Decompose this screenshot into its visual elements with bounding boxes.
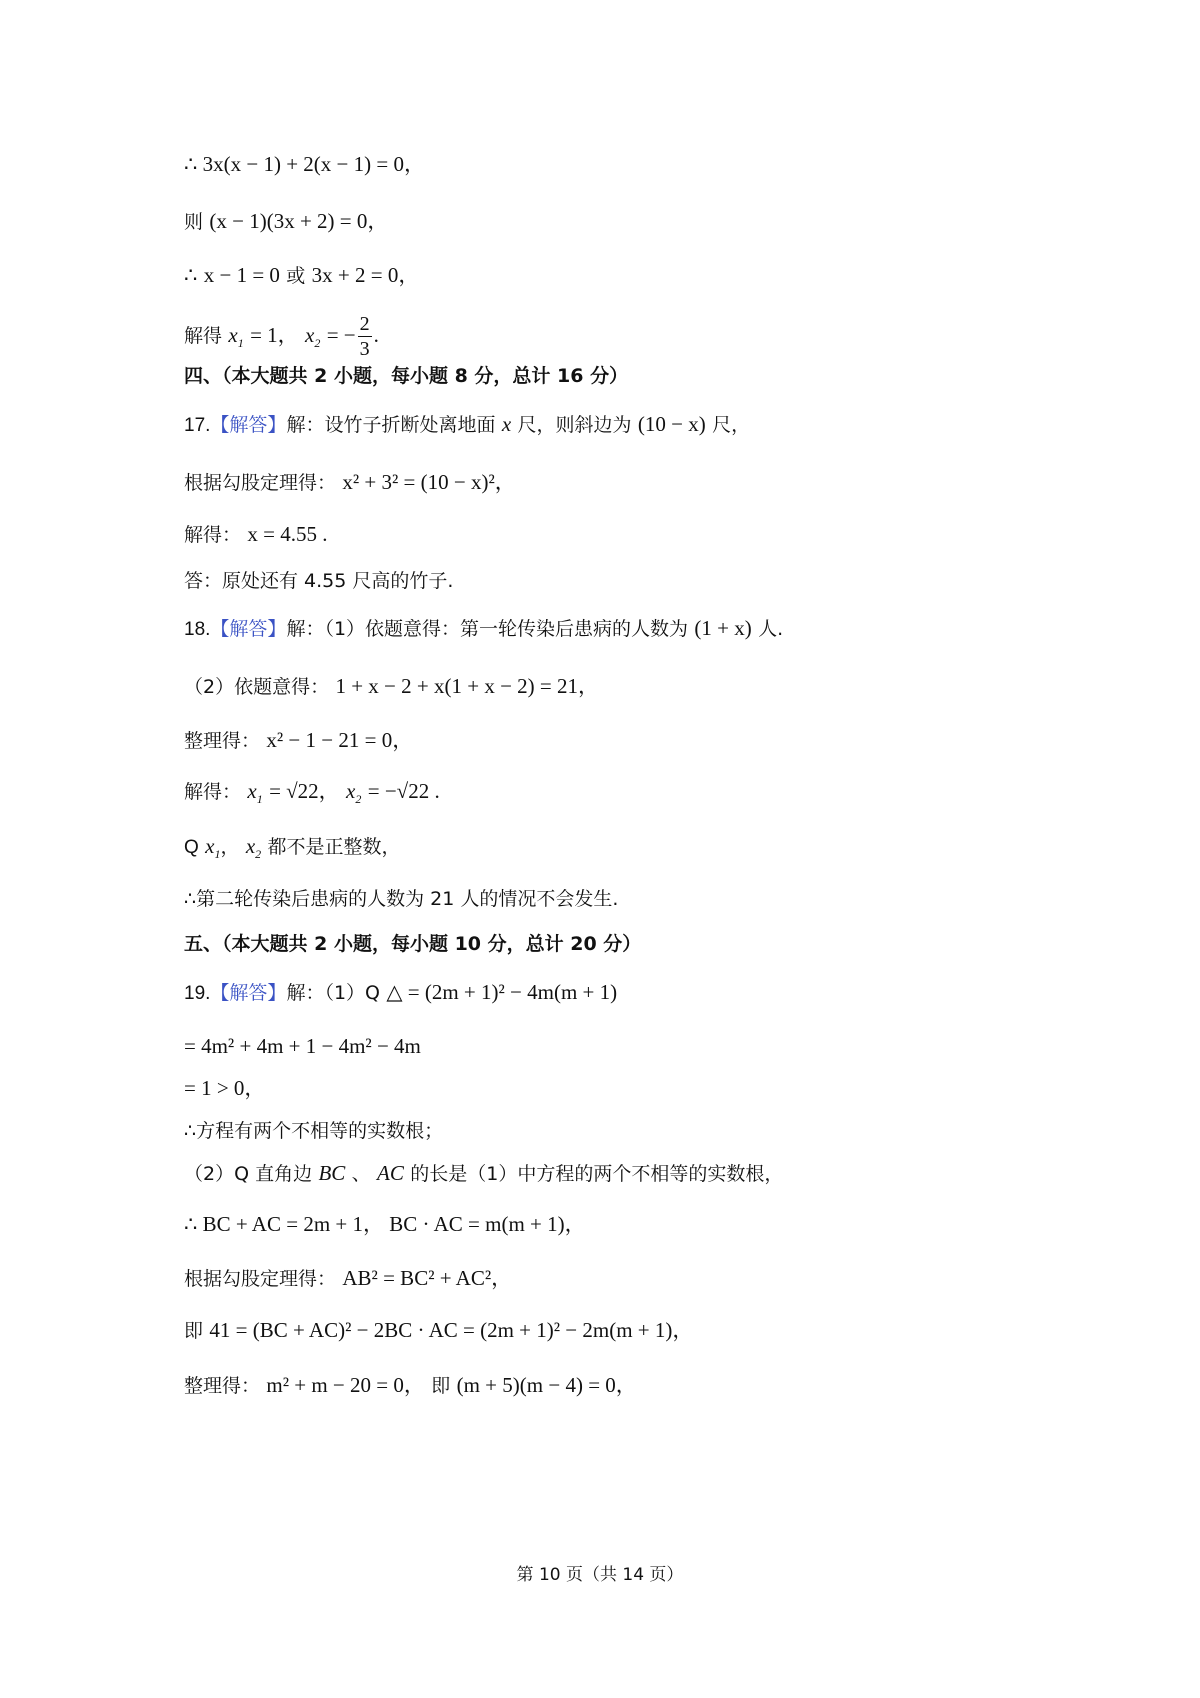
variable: $x_2$ xyxy=(245,834,262,861)
equation: ∴ BC + AC = 2m + 1， BC · AC = m(m + 1)， xyxy=(184,1212,586,1236)
answer-text: 解：（1）依题意得：第一轮传染后患病的人数为 xyxy=(286,618,689,640)
question-number: 17. xyxy=(184,415,211,436)
question-18-line-5 xyxy=(184,832,401,862)
line-prefix: 解得 xyxy=(184,325,223,347)
question-18-conclusion: ∴第二轮传染后患病的人数为 21 人的情况不会发生. xyxy=(184,888,619,910)
equation: (10 − x) xyxy=(637,412,706,436)
equation: m² + m − 20 = 0， xyxy=(266,1373,425,1397)
line-prefix: 解得： xyxy=(184,781,242,803)
therefore-symbol: ∴ xyxy=(184,263,198,287)
question-19-line-6 xyxy=(184,1210,586,1238)
section-heading-5: 五、（本大题共 2 小题，每小题 10 分，总计 20 分） xyxy=(184,933,642,955)
side-label: AC xyxy=(377,1161,404,1185)
line-prefix: 根据勾股定理得： xyxy=(184,1268,337,1290)
side-label: BC xyxy=(318,1161,346,1185)
variable: x xyxy=(501,412,512,436)
page-footer: 第 10 页（共 14 页） xyxy=(516,1565,684,1585)
equation: ∴ 3x(x − 1) + 2(x − 1) = 0， xyxy=(184,152,425,176)
question-19-line-8 xyxy=(184,1316,693,1345)
separator: ， xyxy=(220,836,240,858)
question-19-line-7 xyxy=(184,1264,512,1293)
equation: x = 4.55 . xyxy=(247,522,328,546)
section-heading-4: 四、（本大题共 2 小题，每小题 8 分，总计 16 分） xyxy=(184,365,629,387)
question-17-answer: 答：原处还有 4.55 尺高的竹子. xyxy=(184,570,454,592)
question-number: 19. xyxy=(184,983,211,1004)
connector: 或 xyxy=(286,265,306,287)
equation: (m + 5)(m − 4) = 0， xyxy=(456,1373,637,1397)
question-18 xyxy=(184,614,783,644)
equation: (1 + x) xyxy=(694,616,752,640)
question-19-line-5 xyxy=(184,1159,783,1188)
variable: $x_1$ xyxy=(205,834,221,861)
question-17 xyxy=(184,410,750,440)
answer-text: 解：（1）Q xyxy=(286,982,380,1004)
value: = 1， xyxy=(250,323,299,347)
line-prefix: （2）Q 直角边 xyxy=(184,1163,313,1185)
equation: △ = (2m + 1)² − 4m(m + 1) xyxy=(386,980,618,1004)
line-prefix: 整理得： xyxy=(184,730,261,752)
answer-text: 尺，则斜边为 xyxy=(517,414,632,436)
variable: $x_1$ xyxy=(247,779,263,806)
variable: $x_2$ xyxy=(346,779,362,806)
equation: AB² = BC² + AC²， xyxy=(342,1266,513,1290)
line-prefix: 整理得： xyxy=(184,1375,261,1397)
answer-text: 解：设竹子折断处离地面 xyxy=(286,414,496,436)
question-18-line-2 xyxy=(184,672,599,701)
numerator: 2 xyxy=(359,313,370,335)
solution-line-3 xyxy=(184,261,419,290)
equation: 3x + 2 = 0， xyxy=(311,263,420,287)
period: . xyxy=(373,323,379,347)
value: = √22， xyxy=(269,779,340,803)
solution-line-1 xyxy=(184,150,425,178)
answer-tag: 【解答】 xyxy=(210,618,287,640)
denominator: 3 xyxy=(359,338,370,360)
question-18-line-3 xyxy=(184,726,413,755)
answer-text: 的长是（1）中方程的两个不相等的实数根， xyxy=(410,1163,784,1185)
connector: 即 xyxy=(431,1375,451,1397)
question-19-line-2 xyxy=(184,1032,421,1060)
line-prefix: 解得： xyxy=(184,524,242,546)
answer-text: 人. xyxy=(758,618,784,640)
question-17-line-3 xyxy=(184,520,327,549)
equation: x² − 1 − 21 = 0， xyxy=(266,728,414,752)
fraction xyxy=(358,312,372,361)
question-19 xyxy=(184,978,617,1008)
value: = − xyxy=(326,323,356,347)
line-prefix: 根据勾股定理得： xyxy=(184,472,337,494)
answer-text: 尺， xyxy=(712,414,751,436)
answer-tag: 【解答】 xyxy=(210,982,287,1004)
equation: = 4m² + 4m + 1 − 4m² − 4m xyxy=(184,1034,421,1058)
line-prefix: （2）依题意得： xyxy=(184,676,330,698)
equation: = 1 > 0， xyxy=(184,1076,266,1100)
variable: $x_1$ xyxy=(228,323,244,350)
equation: x² + 3² = (10 − x)²， xyxy=(342,470,516,494)
equation: x − 1 = 0 xyxy=(203,263,280,287)
answer-text: 都不是正整数， xyxy=(267,836,401,858)
question-19-line-4: ∴方程有两个不相等的实数根； xyxy=(184,1120,444,1142)
answer-tag: 【解答】 xyxy=(210,414,287,436)
question-19-line-3 xyxy=(184,1074,265,1102)
variable: $x_2$ xyxy=(305,323,321,350)
solution-line-2 xyxy=(184,207,388,236)
because-symbol: Q xyxy=(184,837,199,858)
question-18-line-4 xyxy=(184,777,440,806)
equation: (x − 1)(3x + 2) = 0， xyxy=(209,209,389,233)
solution-line-4 xyxy=(184,312,379,361)
question-17-line-2 xyxy=(184,468,516,497)
line-prefix: 则 xyxy=(184,211,204,233)
question-number: 18. xyxy=(184,619,211,640)
value: = −√22 . xyxy=(367,779,440,803)
line-prefix: 即 xyxy=(184,1320,204,1342)
question-19-line-9 xyxy=(184,1371,637,1400)
separator: 、 xyxy=(351,1163,371,1185)
equation: 41 = (BC + AC)² − 2BC · AC = (2m + 1)² − 2m(m + 1)， xyxy=(209,1318,694,1342)
equation: 1 + x − 2 + x(1 + x − 2) = 21， xyxy=(335,674,599,698)
